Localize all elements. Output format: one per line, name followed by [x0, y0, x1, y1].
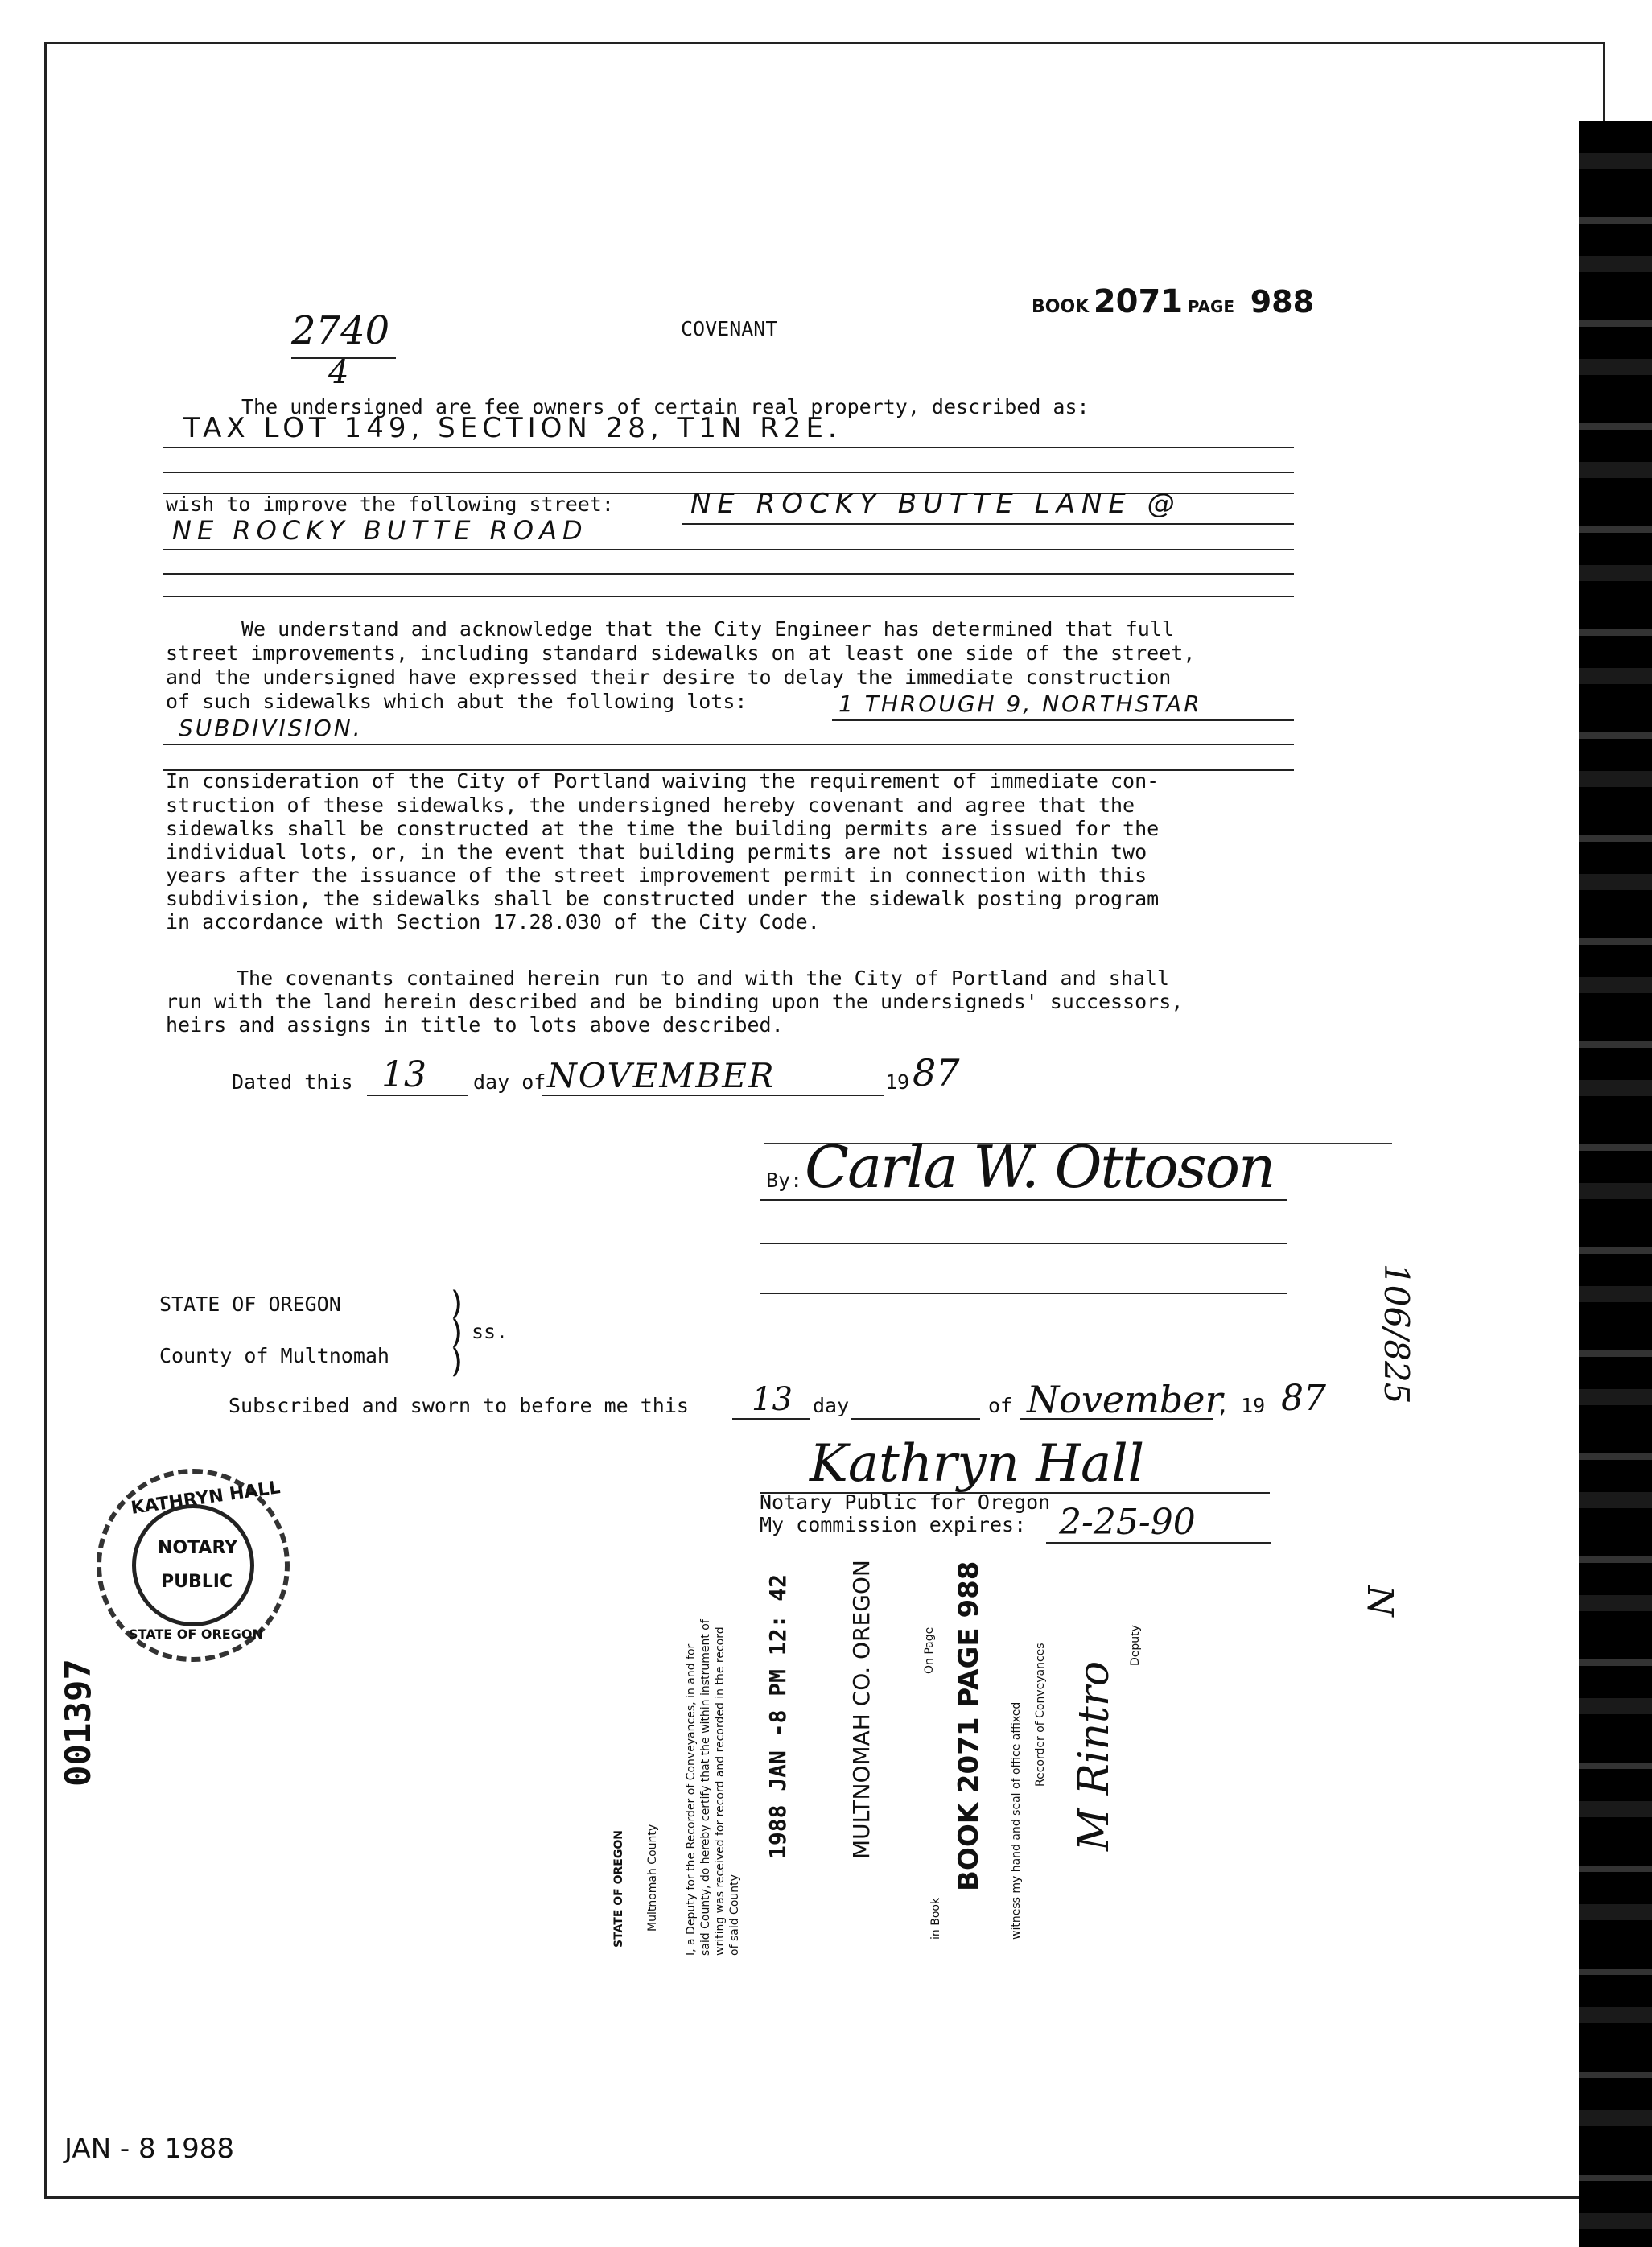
property-rule-1	[163, 447, 1294, 448]
lots-rule-2	[163, 744, 1294, 745]
sworn-month: November	[1027, 1378, 1223, 1421]
property-description: TAX LOT 149, SECTION 28, T1N R2E.	[183, 412, 842, 444]
document-border	[44, 42, 1605, 2199]
sworn-prefix: Subscribed and sworn to before me this	[229, 1394, 689, 1417]
book-page-reference	[1032, 283, 1314, 320]
recording-on-page: On Page	[923, 1626, 936, 1674]
recording-certify-2: said County, do hereby certify that the within instrument of	[699, 1619, 712, 1956]
seal-notary: NOTARY	[158, 1538, 238, 1558]
margin-initials: N	[1359, 1585, 1400, 1617]
sworn-of: of	[988, 1394, 1013, 1417]
recording-certify-3: writing was received for record and recorded in the record	[714, 1626, 727, 1956]
recording-certify-1: I, a Deputy for the Recorder of Conveyances, in and for	[685, 1643, 698, 1956]
street-intro: wish to improve the following street:	[166, 493, 614, 516]
sworn-year-prefix: , 19	[1217, 1394, 1266, 1417]
dated-prefix: Dated this	[232, 1070, 353, 1094]
recording-deputy: Deputy	[1129, 1625, 1142, 1666]
consideration-line-2: struction of these sidewalks, the undersigned hereby covenant and agree that the	[166, 794, 1135, 817]
sworn-year-suffix: 87	[1281, 1378, 1326, 1419]
venue-state: STATE OF OREGON	[159, 1293, 341, 1316]
lots-rule-1	[832, 719, 1294, 721]
recording-in-book: in Book	[929, 1897, 942, 1940]
street-rule-1	[682, 523, 1294, 525]
lots-line-1: 1 THROUGH 9, NORTHSTAR	[838, 691, 1202, 717]
filed-date-stamp: JAN - 8 1988	[64, 2133, 234, 2165]
consideration-line-4: individual lots, or, in the event that building permits are not issued within two	[166, 840, 1147, 864]
street-rule-2	[163, 549, 1294, 550]
covenants-line-1: The covenants contained herein run to and with the City of Portland and shall	[237, 967, 1169, 990]
signature-rule-2	[760, 1243, 1287, 1244]
dated-day: 13	[381, 1054, 426, 1095]
commission-date: 2-25-90	[1059, 1502, 1196, 1543]
commission-rule	[1046, 1542, 1271, 1544]
consideration-line-6: subdivision, the sidewalks shall be constructed under the sidewalk posting program	[166, 887, 1160, 910]
recording-office: MULTNOMAH CO. OREGON	[848, 1560, 875, 1859]
book-number: 2071	[1093, 283, 1184, 320]
dated-month: NOVEMBER	[547, 1056, 776, 1095]
commission-label: My commission expires:	[760, 1513, 1027, 1536]
property-rule-2	[163, 472, 1294, 473]
seal-state: STATE OF OREGON	[129, 1626, 263, 1642]
file-number: 001397	[58, 1659, 99, 1787]
sworn-day-rule	[732, 1418, 810, 1420]
acknowledge-line-2: street improvements, including standard sidewalks on at least one side of the street,	[166, 641, 1196, 665]
recording-recorder: Recorder of Conveyances	[1034, 1643, 1047, 1787]
notary-signature: Kathryn Hall	[810, 1434, 1145, 1494]
dated-year-suffix: 87	[913, 1051, 960, 1095]
street-line-2: NE ROCKY BUTTE ROAD	[172, 515, 588, 546]
recording-witness: witness my hand and seal of office affixed	[1010, 1701, 1023, 1940]
street-rule-3	[163, 573, 1294, 575]
signer-signature: Carla W. Ottoson	[805, 1133, 1275, 1201]
street-line-1: NE ROCKY BUTTE LANE @	[690, 488, 1181, 520]
dated-day-of: day of	[473, 1070, 546, 1094]
covenants-line-3: heirs and assigns in title to lots above described.	[166, 1013, 784, 1037]
document-title: COVENANT	[681, 317, 778, 340]
acknowledge-line-3: and the undersigned have expressed their desire to delay the immediate construction	[166, 666, 1172, 689]
side-reference: 106/825	[1377, 1264, 1416, 1404]
sworn-month-rule	[1020, 1418, 1213, 1420]
acknowledge-line-1: We understand and acknowledge that the City Engineer has determined that full	[241, 617, 1174, 641]
recording-county: Multnomah County	[646, 1824, 659, 1932]
deputy-signature: M Rintro	[1070, 1660, 1118, 1851]
page-number: 988	[1250, 284, 1315, 320]
book-label: BOOK	[1032, 297, 1090, 317]
signature-by-label: By:	[766, 1169, 803, 1192]
signature-rule-1	[760, 1199, 1287, 1201]
dated-day-rule	[367, 1095, 468, 1096]
sworn-blank-rule	[851, 1418, 980, 1420]
signature-rule-3	[760, 1293, 1287, 1294]
consideration-line-1: In consideration of the City of Portland waiving the requirement of immediate con-	[166, 769, 1160, 793]
property-intro: The undersigned are fee owners of certain real property, described as:	[241, 395, 1090, 418]
seal-name: KATHRYN HALL	[130, 1478, 282, 1519]
consideration-line-5: years after the issuance of the street improvement permit in connection with this	[166, 864, 1147, 887]
venue-brace: ) ) )	[447, 1285, 468, 1380]
sworn-day-label: day	[813, 1394, 850, 1417]
notary-seal	[97, 1469, 290, 1662]
consideration-line-3: sidewalks shall be constructed at the time the building permits are issued for the	[166, 817, 1160, 840]
sworn-day: 13	[752, 1381, 793, 1418]
recording-certify-4: of said County	[728, 1874, 741, 1956]
street-rule-4	[163, 596, 1294, 597]
document-number: 2740	[291, 308, 390, 353]
received-stamp: 1988 JAN -8 PM 12: 42	[764, 1573, 791, 1859]
dated-year-prefix: 19	[885, 1070, 910, 1094]
page-label: PAGE	[1187, 297, 1235, 316]
document-number-suffix: 4	[328, 354, 349, 391]
acknowledge-line-4: of such sidewalks which abut the following lots:	[166, 690, 748, 713]
lots-line-2: SUBDIVISION.	[179, 715, 363, 741]
dated-month-rule	[542, 1095, 884, 1096]
recording-book-entry: BOOK 2071 PAGE 988	[953, 1561, 985, 1891]
consideration-line-7: in accordance with Section 17.28.030 of the City Code.	[166, 910, 820, 934]
covenants-line-2: run with the land herein described and be binding upon the undersigneds' successors,	[166, 990, 1184, 1013]
notary-title: Notary Public for Oregon	[760, 1490, 1051, 1514]
scan-edge-shadow	[1579, 121, 1652, 2247]
seal-public: PUBLIC	[161, 1572, 233, 1592]
venue-county: County of Multnomah	[159, 1344, 389, 1367]
seal-inner-ring	[132, 1504, 254, 1626]
venue-ss: ss.	[472, 1320, 509, 1343]
recording-state: STATE OF OREGON	[612, 1830, 625, 1948]
